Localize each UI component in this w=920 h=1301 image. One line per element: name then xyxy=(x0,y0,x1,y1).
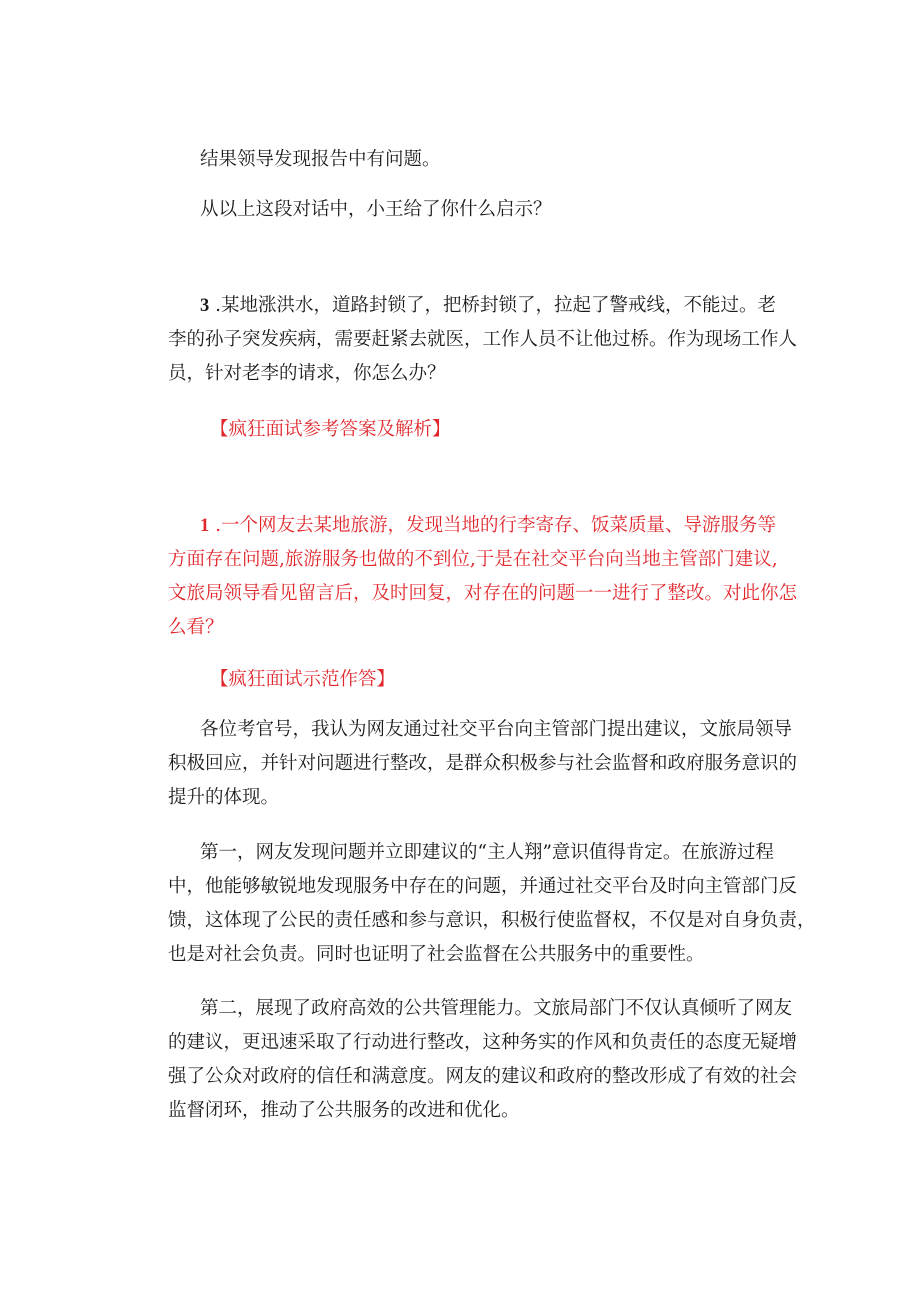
question-3-text-row-1: .某地涨洪水，道路封锁了，把桥封锁了，拉起了警戒线，不能过。老 xyxy=(209,295,777,316)
paragraph-second-point xyxy=(168,992,798,1128)
paragraph-first-row-1: 第一，网友发现问题并立即建议的“主人翔”意识值得肯定。在旅游过程 xyxy=(200,842,774,863)
paragraph-second-row-2: 的建议，更迅速采取了行动进行整改，这种务实的作风和负责任的态度无疑增 xyxy=(168,1032,798,1053)
paragraph-intro-row-1: 各位考官号，我认为网友通过社交平台向主管部门提出建议，文旅局领导 xyxy=(200,719,793,740)
question-1 xyxy=(168,509,798,645)
paragraph-second-row-1: 第二，展现了政府高效的公共管理能力。文旅局部门不仅认真倾听了网友 xyxy=(200,998,793,1019)
paragraph-first-row-4: 也是对社会负责。同时也证明了社会监督在公共服务中的重要性。 xyxy=(168,944,705,965)
question-3-text-row-2: 李的孙子突发疾病，需要赶紧去就医，工作人员不让他过桥。作为现场工作人 xyxy=(168,329,798,350)
paragraph-intro-row-3: 提升的体现。 xyxy=(168,787,280,808)
intro-line-2: 从以上这段对话中，小王给了你什么启示？ xyxy=(200,199,552,220)
paragraph-intro xyxy=(168,713,798,815)
question-1-text-row-4: 么看？ xyxy=(168,617,224,638)
question-1-text-row-2: 方面存在问题,旅游服务也做的不到位,于是在社交平台向当地主管部门建议, xyxy=(168,549,778,570)
question-1-number: 1 xyxy=(200,516,210,536)
paragraph-second-row-3: 强了公众对政府的信任和满意度。网友的建议和政府的整改形成了有效的社会 xyxy=(168,1066,798,1087)
paragraph-first-row-2: 中，他能够敏锐地发现服务中存在的问题，并通过社交平台及时向主管部门反 xyxy=(168,876,798,897)
question-3 xyxy=(168,289,798,391)
model-answer-heading: 【疯狂面试示范作答】 xyxy=(210,669,396,690)
question-1-text-row-1: .一个网友去某地旅游，发现当地的行李寄存、饭菜质量、导游服务等 xyxy=(209,515,777,536)
question-1-text-row-3: 文旅局领导看见留言后，及时回复，对存在的问题一一进行了整改。对此你怎 xyxy=(168,583,798,604)
question-3-text-row-3: 员，针对老李的请求，你怎么办？ xyxy=(168,363,446,384)
paragraph-second-row-4: 监督闭环，推动了公共服务的改进和优化。 xyxy=(168,1100,520,1121)
paragraph-first-point xyxy=(168,836,816,972)
answer-heading: 【疯狂面试参考答案及解析】 xyxy=(210,419,451,440)
question-3-number: 3 xyxy=(200,296,210,316)
intro-line-1: 结果领导发现报告中有问题。 xyxy=(200,149,441,170)
paragraph-first-row-3: 馈，这体现了公民的责任感和参与意识，积极行使监督权，不仅是对自身负责， xyxy=(168,910,816,931)
paragraph-intro-row-2: 积极回应，并针对问题进行整改，是群众积极参与社会监督和政府服务意识的 xyxy=(168,753,798,774)
